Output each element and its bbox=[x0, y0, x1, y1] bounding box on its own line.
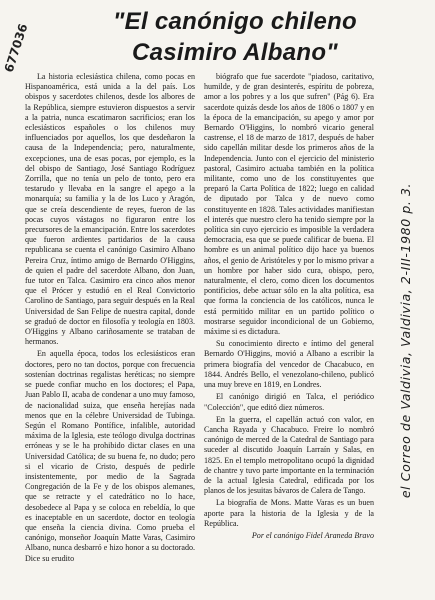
source-note-text: el Correo de Valdivia, Valdivia, 2-III-1980 p. 3. bbox=[398, 182, 414, 498]
article-column-right bbox=[204, 72, 374, 592]
article-column-left bbox=[25, 72, 195, 597]
paragraph: biógrafo que fue sacerdote "piadoso, caritativo, humilde, y de gran desinterés, espíritu de pobreza, amor a los pobres y a los que sufren" (Pág 6). Era sacerdote quizás desde los años de 1806 o 1807 y en la época de la emancipación, su apego y amor por Bernardo O'Higgins, lo nombró vicario general castrense, el 18 de marzo de 1817, después de haber sido capellán militar desde los primeros años de la Independencia. Junto con el ejercicio del ministerio pastoral, Casimiro actuaba también en la política militante, como uno de los constituyentes que preparó la Carta Política de 1822; luego en calidad de diputado por Talca y de nuevo como constituyente en 1828. Tales actividades manifiestan el interés que nuestro clero ha tenido siempre por la política sin cuyo ejercicio es imposible la verdadera democracia, esa que se puede calificar de buena. El hombre es un animal político dijo hace ya buenos años, el genio de Aristóteles y por lo mismo privar a un hombre por haber sido cura, obispo, pero, naturalmente, el clero, como dicen los documentos pontificios, debe actuar sólo en la alta política, esa que forma la conciencia de los católicos, nunca le está permitido militar en un partido político o mostrarse seguidor incondicional de un Gobierno, máxime si es dictadura. bbox=[204, 72, 374, 337]
paragraph: El canónigo dirigió en Talca, el periódico "Colección", que editó diez números. bbox=[204, 392, 374, 412]
handwritten-source-note bbox=[381, 90, 431, 590]
paragraph: La biografía de Mons. Matte Varas es un buen aporte para la historia de la Iglesia y de la República. bbox=[204, 498, 374, 528]
headline-line-1: "El canónigo chileno bbox=[112, 8, 358, 35]
author-signature: Por el canónigo Fidel Araneda Bravo bbox=[251, 530, 374, 540]
paragraph: En aquella época, todos los eclesiásticos eran doctores, pero no tan doctos, porque con frecuencia sostenían doctrinas regalistas heréticas; no siempre se puede confiar mucho en los doctores; el Papa, Juan Pablo II, acaba de condenar a uno muy famoso, de nacionalidad suiza, que enseña herejías nada menos que en la célebre Universidad de Tubinga. Según el Romano Pontífice, infalible, autoridad máxima de la Iglesia, este teólogo divulga doctrinas erróneas y se le ha prohibido dictar clases en una Universidad Católica; de su buena fe, no dudo; pero si el vicario de Cristo, después de pedirle insistentemente, por medio de la Sagrada Congregación de la Fe y de los obispos alemanes, que se retracte y el catedrático no lo hace, desobedece al Papa y se coloca en rebeldía, lo que es inaceptable en un sacerdote, doctor en teología que enseña la ciencia divina. Como prueba el canónigo, monseñor Joaquín Matte Varas, Casimiro Albano, nunca desbarró e hizo honor a su doctorado. Dice su erudito bbox=[25, 349, 195, 563]
headline-line-2: Casimiro Albano" bbox=[132, 39, 338, 66]
headline bbox=[70, 6, 400, 68]
paragraph: En la guerra, el capellán actuó con valor, en Cancha Rayada y Chacabuco. Freire lo nombró canónigo de merced de la Catedral de Santiago para suceder al discutido Joaquín Larraín y Salas, en 1825. En el templo metropolitano ocupó la dignidad de chantre y tuvo parte importante en la terminación de la actual Iglesia Catedral, edificada por los planos de los jesuitas bávaros de Calera de Tango. bbox=[204, 414, 374, 496]
paragraph: La historia eclesiástica chilena, como pocas en Hispanoamérica, está unida a la del país. Los obispos y sacerdotes chilenos, desde los albores de la República, siempre estuvieron dispuestos a servir a la patria, nunca escatimaron sacrificios; eran los eclesiásticos españoles o los chilenos muy influenciados por aquellos, los que desdeñaron la causa de la Independencia; pero, naturalmente, excepciones, una de esas pocas, por ejemplo, es la del obispo de Santiago, José Santiago Rodríguez Zorrilla, que no tenía un pelo de tonto, pero era testarudo y llevaba en la sangre el apego a la monarquía; su familia y la de los Luco y Aragón, que se creía descendiente de reyes, fueron de las pocas cuyos vástagos no figuraron entre los precursores de la emancipación. Entre los sacerdotes que fueron ardientes partidarios de la causa republicana se cuenta el canónigo Casimiro Albano Pereira Cruz, íntimo amigo de Bernardo O'Higgins, de quien el padre del sacerdote Albano, don Juan, fue tutor en Talca. Casimiro era cinco años menor que el Prócer y estudió en el Real Convictorio Carolino de Santiago, para seguir después en la Real Universidad de San Felipe de nuestra capital, donde se graduó de doctor en filosofía y teología en 1803. O'Higgins y Albano cariñosamente se trataban de hermanos. bbox=[25, 72, 195, 347]
paragraph: Su conocimiento directo e íntimo del general Bernardo O'Higgins, movió a Albano a escribir la primera biografía del vencedor de Chacabuco, en 1844. Andrés Bello, el venezolano-chileno, publicó una muy breve en 1819, en Londres. bbox=[204, 339, 374, 390]
handwritten-reference-text: 677036 bbox=[1, 22, 31, 74]
